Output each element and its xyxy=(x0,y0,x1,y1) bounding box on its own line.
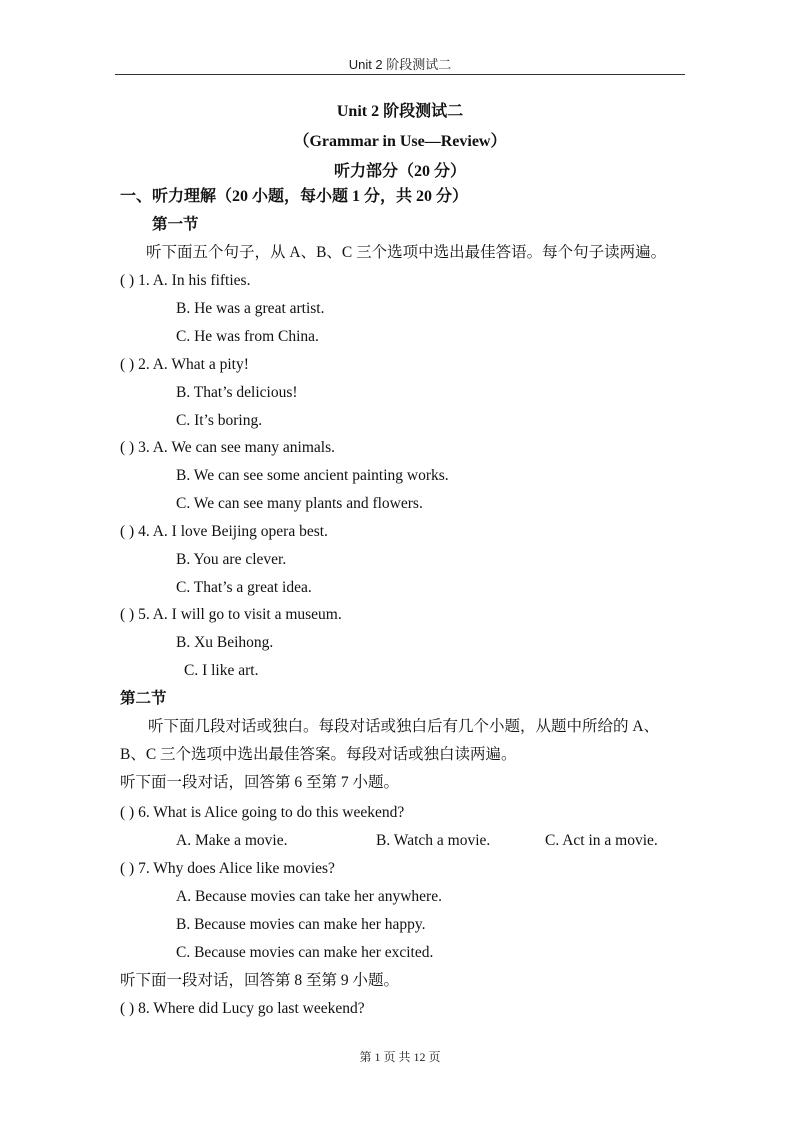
instructions-2-line-2: B、C 三个选项中选出最佳答案。每段对话或独白读两遍。 xyxy=(120,746,517,763)
subtitle: （Grammar in Use—Review） xyxy=(293,133,507,150)
main-title: Unit 2 阶段测试二 xyxy=(336,103,464,120)
page-header: Unit 2 阶段测试二 xyxy=(348,57,452,72)
question-7-option-b: B. Because movies can make her happy. xyxy=(176,916,426,933)
instructions-2-line-1: 听下面几段对话或独白。每段对话或独白后有几个小题，从题中所给的 A、 xyxy=(148,718,660,735)
question-5-option-c: C. I like art. xyxy=(184,662,259,679)
question-4-option-a: ( ) 4. A. I love Beijing opera best. xyxy=(120,523,328,540)
header-rule xyxy=(115,74,685,75)
question-4-option-c: C. That’s a great idea. xyxy=(176,579,312,596)
subsection-heading-2: 第二节 xyxy=(120,690,167,707)
question-5-option-a: ( ) 5. A. I will go to visit a museum. xyxy=(120,606,342,623)
question-7-option-a: A. Because movies can take her anywhere. xyxy=(176,888,442,905)
page-footer: 第 1 页 共 12 页 xyxy=(359,1050,441,1064)
question-3-option-c: C. We can see many plants and flowers. xyxy=(176,495,423,512)
part-title: 听力部分（20 分） xyxy=(333,163,466,180)
question-2-option-a: ( ) 2. A. What a pity! xyxy=(120,356,249,373)
question-1-option-b: B. He was a great artist. xyxy=(176,300,325,317)
instructions-1: 听下面五个句子，从 A、B、C 三个选项中选出最佳答语。每个句子读两遍。 xyxy=(146,244,667,261)
question-7-option-c: C. Because movies can make her excited. xyxy=(176,944,434,961)
question-1-option-c: C. He was from China. xyxy=(176,328,319,345)
question-2-option-c: C. It’s boring. xyxy=(176,412,263,429)
question-5-option-b: B. Xu Beihong. xyxy=(176,634,274,651)
question-8-stem: ( ) 8. Where did Lucy go last weekend? xyxy=(120,1000,365,1017)
question-1-option-a: ( ) 1. A. In his fifties. xyxy=(120,272,251,289)
question-3-option-b: B. We can see some ancient painting works. xyxy=(176,467,449,484)
subsection-heading-1: 第一节 xyxy=(152,216,199,233)
question-6-option-b: B. Watch a movie. xyxy=(376,832,491,849)
question-7-stem: ( ) 7. Why does Alice like movies? xyxy=(120,860,335,877)
question-4-option-b: B. You are clever. xyxy=(176,551,287,568)
dialog-1-intro: 听下面一段对话，回答第 6 至第 7 小题。 xyxy=(120,774,400,791)
question-6-stem: ( ) 6. What is Alice going to do this weekend? xyxy=(120,804,405,821)
question-3-option-a: ( ) 3. A. We can see many animals. xyxy=(120,439,335,456)
question-6-option-c: C. Act in a movie. xyxy=(545,832,658,849)
dialog-2-intro: 听下面一段对话，回答第 8 至第 9 小题。 xyxy=(120,972,400,989)
question-2-option-b: B. That’s delicious! xyxy=(176,384,298,401)
question-6-option-a: A. Make a movie. xyxy=(176,832,288,849)
section-heading: 一、听力理解（20 小题，每小题 1 分，共 20 分） xyxy=(120,188,469,205)
